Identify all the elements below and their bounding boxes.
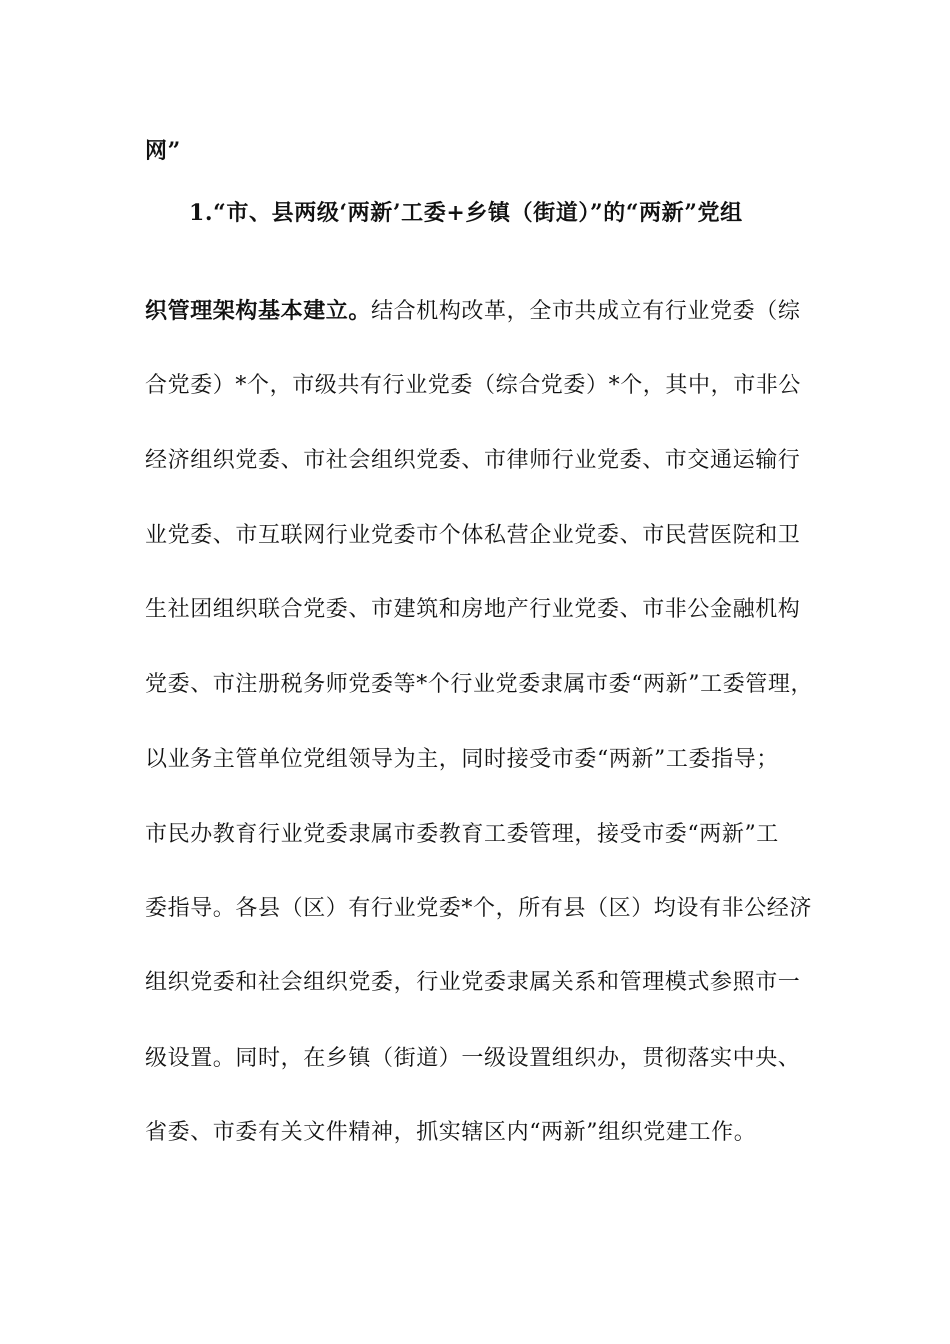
body-text: 结合机构改革，全市共成立有行业党委（综 xyxy=(371,299,801,324)
bold-heading-text: 织管理架构基本建立。 xyxy=(145,298,372,324)
paragraph-line xyxy=(145,820,779,850)
body-text: 组织党委和社会组织党委，行业党委隶属关系和管理模式参照市一 xyxy=(145,970,801,995)
paragraph-line xyxy=(189,198,743,229)
paragraph-line xyxy=(145,521,800,551)
paragraph-line xyxy=(145,371,801,401)
body-text: 委指导。各县（区）有行业党委*个，所有县（区）均设有非公经济 xyxy=(145,896,813,921)
body-text: 业党委、市互联网行业党委市个体私营企业党委、市民营医院和卫 xyxy=(145,523,801,548)
body-text: 合党委）*个，市级共有行业党委（综合党委）*个，其中，市非公 xyxy=(145,373,802,398)
body-text: 以业务主管单位党组领导为主，同时接受市委“两新”工委指导； xyxy=(145,747,779,772)
paragraph-line xyxy=(145,446,800,476)
paragraph-line xyxy=(145,296,800,327)
paragraph-line xyxy=(145,968,800,998)
paragraph-line xyxy=(145,1044,800,1074)
body-text: 级设置。同时，在乡镇（街道）一级设置组织办，贯彻落实中央、 xyxy=(145,1046,801,1071)
paragraph-line xyxy=(145,894,812,924)
body-text: 省委、市委有关文件精神，抓实辖区内“两新”组织党建工作。 xyxy=(145,1120,757,1145)
body-text: 生社团组织联合党委、市建筑和房地产行业党委、市非公金融机构 xyxy=(145,597,801,622)
heading-fragment: 网” xyxy=(145,138,181,164)
paragraph-line xyxy=(145,595,800,625)
paragraph-line xyxy=(145,745,779,775)
body-text: 党委、市注册税务师党委等*个行业党委隶属市委“两新”工委管理， xyxy=(145,672,814,697)
bold-heading-text: 1.“市、县两级‘两新’工委+乡镇（街道）”的“两新”党组 xyxy=(189,200,743,226)
paragraph-line xyxy=(145,1118,756,1148)
body-text: 市民办教育行业党委隶属市委教育工委管理，接受市委“两新”工 xyxy=(145,822,779,847)
body-text: 经济组织党委、市社会组织党委、市律师行业党委、市交通运输行 xyxy=(145,448,801,473)
paragraph-line xyxy=(145,670,813,700)
